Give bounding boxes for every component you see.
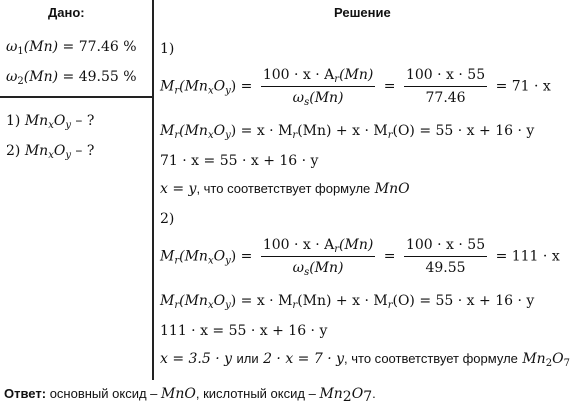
solution-header: Решение	[334, 5, 391, 20]
given-w2: $\omega_2(Mn) = 49.55$ %	[6, 69, 137, 87]
find-item-2: 2) $Mn_xO_y$ – ?	[6, 143, 95, 161]
fraction-general-2: $\frac{100 \cdot x \cdot A_r(Mn)}{\omega_s(Mn)}$	[262, 237, 374, 278]
find-item-1: 1) $Mn_xO_y$ – ?	[6, 113, 95, 131]
part2-label: 2)	[160, 211, 175, 227]
part1-conclusion: x = y, что соответствует формуле MnO	[160, 181, 410, 197]
part2-conclusion: x = 3.5 · y или 2 · x = 7 · y, что соответствует формуле $Mn_2O_7$	[160, 351, 570, 369]
given-w1: $\omega_1(Mn) = 77.46$ %	[6, 39, 137, 57]
given-find-divider	[0, 96, 152, 98]
part2-sum-equation: $M_r(Mn_xO_y) = x \cdot M_r(Mn) + x \cdot M_r(O) = 55 \cdot x + 16 \cdot y$	[160, 293, 535, 311]
part2-equation: 111 · x = 55 · x + 16 · y	[160, 323, 328, 339]
fraction-numeric-2: $\frac{100 \cdot x \cdot 55}{49.55}$	[405, 237, 486, 276]
answer-label: Ответ:	[4, 386, 47, 401]
part1-label: 1)	[160, 41, 175, 57]
part1-equation: 71 · x = 55 · x + 16 · y	[160, 153, 319, 169]
fraction-numeric: $\frac{100 \cdot x \cdot 55}{77.46}$	[405, 67, 486, 106]
answer-line: Ответ: основный оксид – MnO, кислотный оксид – $Mn_2O_7$.	[4, 386, 376, 405]
part1-mr-fraction: $M_r(Mn_xO_y)$ = $\frac{100 \cdot x \cdot A_r(Mn)}{\omega_s(Mn)}$ = $\frac{100 \cdot x \cdot 55}{77.46}$ = 71 · x	[160, 67, 551, 108]
part2-mr-fraction: $M_r(Mn_xO_y)$ = $\frac{100 \cdot x \cdot A_r(Mn)}{\omega_s(Mn)}$ = $\frac{100 \cdot x \cdot 55}{49.55}$ = 111 · x	[160, 237, 560, 278]
part1-sum-equation: $M_r(Mn_xO_y) = x \cdot M_r(Mn) + x \cdot M_r(O) = 55 \cdot x + 16 \cdot y$	[160, 123, 535, 141]
column-divider	[152, 0, 154, 380]
fraction-general: $\frac{100 \cdot x \cdot A_r(Mn)}{\omega_s(Mn)}$	[262, 67, 374, 108]
given-header: Дано:	[48, 5, 85, 20]
